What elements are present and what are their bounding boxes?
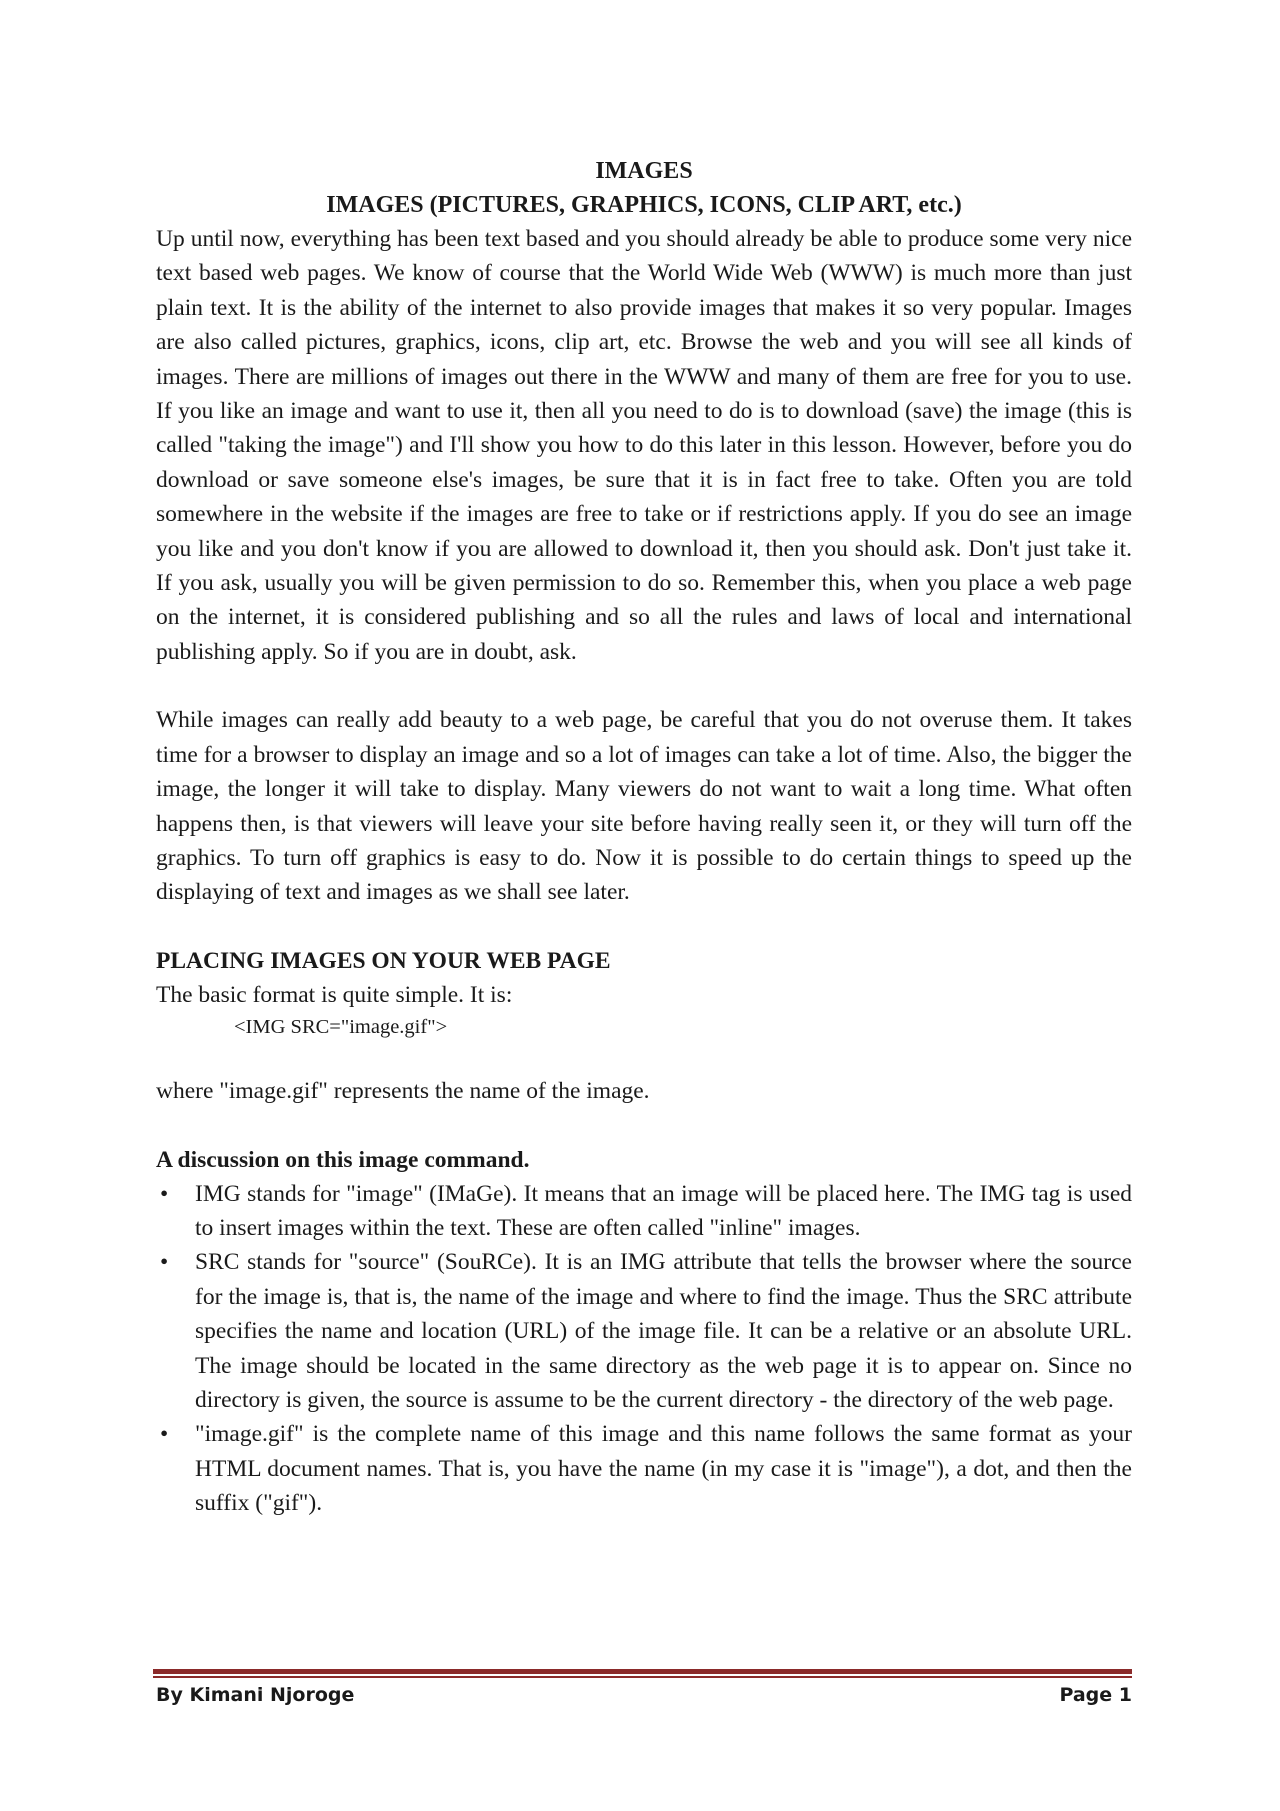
intro-paragraph: Up until now, everything has been text based and you should already be able to produce some very nice text based web pages. We know of course that the World Wide Web (WWW) is much more than just plain text. It is the ability of the internet to also provide images that makes it so very popular. Images are also called pictures, graphics, icons, clip art, etc. Browse the web and you will see all kinds of images. There are millions of images out there in the WWW and many of them are free for you to use. If you like an image and want to use it, then all you need to do is to download (save) the image (this is called "taking the image") and I'll show you how to do this later in this lesson. However, before you do download or save someone else's images, be sure that it is in fact free to take. Often you are told somewhere in the website if the images are free to take or if restrictions apply. If you do see an image you like and you don't know if you are allowed to download it, then you should ask. Don't just take it. If you ask, usually you will be given permission to do so. Remember this, when you place a web page on the internet, it is considered publishing and so all the rules and laws of local and international publishing apply. So if you are in doubt, ask. bbox=[156, 226, 1132, 665]
list-item bbox=[156, 1245, 1132, 1417]
code-example: <IMG SRC="image.gif"> bbox=[234, 1016, 448, 1039]
footer-divider-thick bbox=[153, 1669, 1132, 1674]
footer-author: By Kimani Njoroge bbox=[156, 1684, 355, 1706]
page-footer bbox=[156, 1684, 1132, 1706]
bullet-icon: • bbox=[160, 1249, 169, 1276]
bullet-icon: • bbox=[160, 1180, 169, 1207]
document-title: IMAGES bbox=[595, 158, 693, 184]
caution-paragraph: While images can really add beauty to a web page, be careful that you do not overuse them. It takes time for a browser to display an image and so a lot of images can take a lot of time. Also, the bigger the image, the longer it will take to display. Many viewers do not want to wait a long time. What often happens then, is that viewers will leave your site before having really seen it, or they will turn off the graphics. To turn off graphics is easy to do. Now it is possible to do certain things to speed up the displaying of text and images as we shall see later. bbox=[156, 707, 1132, 906]
discussion-heading: A discussion on this image command. bbox=[156, 1146, 530, 1173]
list-item-text: "image.gif" is the complete name of this image and this name follows the same format as your HTML document names. That is, you have the name (in my case it is "image"), a dot, and then the suffix ("gif"). bbox=[195, 1421, 1132, 1517]
bullet-icon: • bbox=[160, 1421, 169, 1448]
footer-divider bbox=[153, 1669, 1132, 1678]
list-item bbox=[156, 1177, 1132, 1246]
footer-page-number: Page 1 bbox=[1059, 1684, 1132, 1706]
discussion-list bbox=[156, 1177, 1132, 1521]
footer-divider-thin bbox=[153, 1676, 1132, 1678]
list-item-text: IMG stands for "image" (IMaGe). It means that an image will be placed here. The IMG tag is used to insert images within the text. These are often called "inline" images. bbox=[195, 1180, 1132, 1241]
list-item bbox=[156, 1417, 1132, 1520]
section-heading: PLACING IMAGES ON YOUR WEB PAGE bbox=[156, 947, 611, 974]
document-page bbox=[156, 154, 1132, 1521]
document-subtitle: IMAGES (PICTURES, GRAPHICS, ICONS, CLIP ART, etc.) bbox=[326, 192, 962, 218]
code-explanation: where "image.gif" represents the name of the image. bbox=[156, 1078, 650, 1105]
format-intro: The basic format is quite simple. It is: bbox=[156, 981, 513, 1008]
list-item-text: SRC stands for "source" (SouRCe). It is an IMG attribute that tells the browser where the source for the image is, that is, the name of the image and where to find the image. Thus the SRC attribute specifies the name and location (URL) of the image file. It can be a relative or an absolute URL. The image should be located in the same directory as the web page it is to appear on. Since no directory is given, the source is assume to be the current directory - the directory of the web page. bbox=[195, 1249, 1132, 1413]
